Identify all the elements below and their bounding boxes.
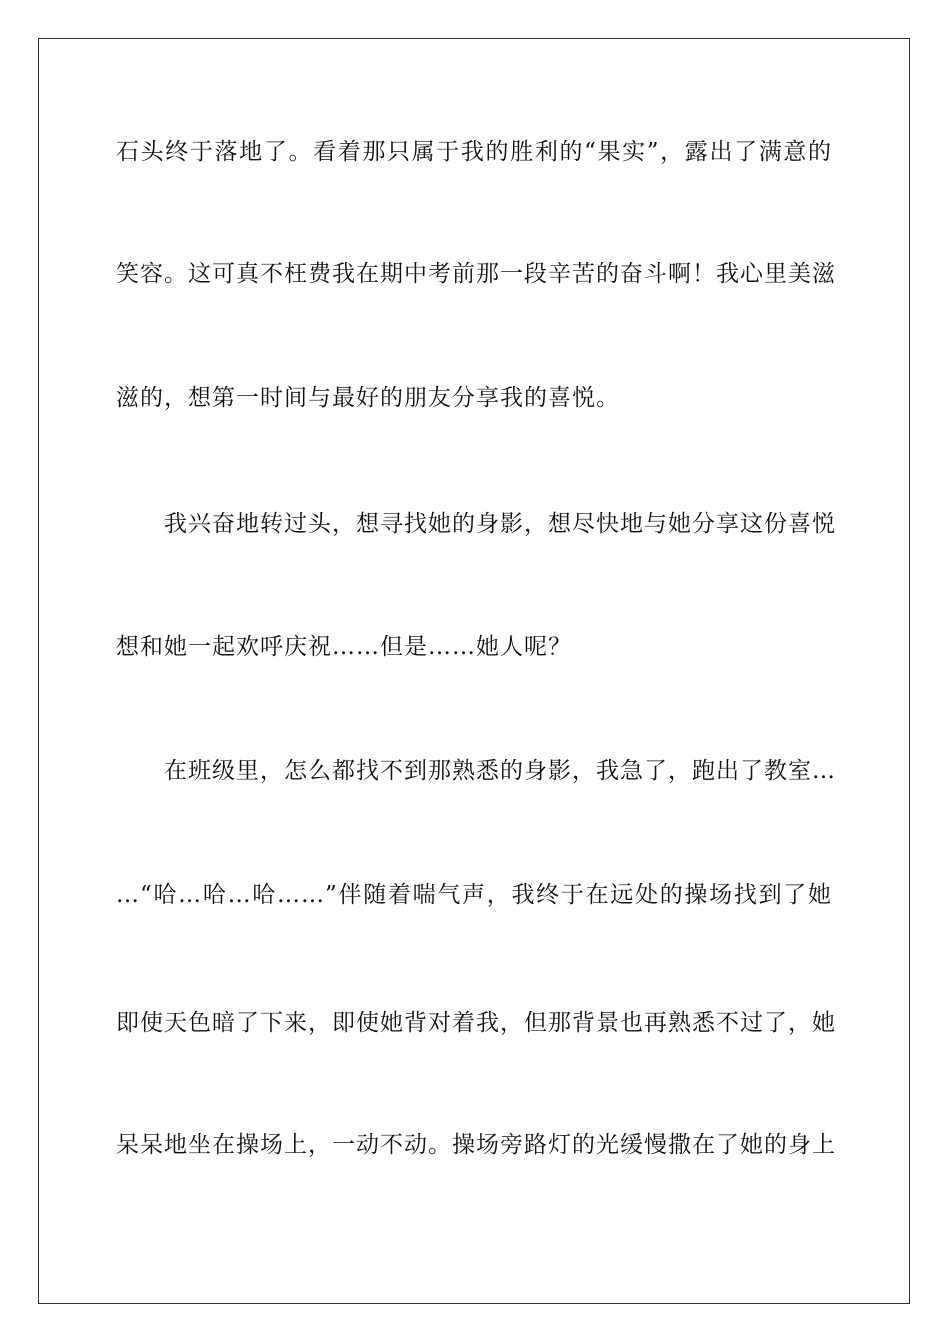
text-line-3: 滋的，想第一时间与最好的朋友分享我的喜悦。 — [116, 385, 620, 411]
text-line-7: …“哈…哈…哈……”伴随着喘气声，我终于在远处的操场找到了她 — [116, 882, 832, 908]
page-border — [38, 38, 910, 1304]
text-line-9: 呆呆地坐在操场上，一动不动。操场旁路灯的光缓慢撒在了她的身上 — [116, 1132, 836, 1158]
text-line-5: 想和她一起欢呼庆祝……但是……她人呢？ — [116, 634, 572, 660]
text-line-4: 我兴奋地转过头，想寻找她的身影，想尽快地与她分享这份喜悦 — [164, 511, 836, 537]
text-line-6: 在班级里，怎么都找不到那熟悉的身影，我急了，跑出了教室… — [164, 758, 836, 784]
text-line-8: 即使天色暗了下来，即使她背对着我，但那背景也再熟悉不过了，她 — [116, 1010, 836, 1036]
text-line-1: 石头终于落地了。看着那只属于我的胜利的“果实”，露出了满意的 — [116, 139, 832, 165]
text-line-2: 笑容。这可真不枉费我在期中考前那一段辛苦的奋斗啊！我心里美滋 — [116, 261, 836, 287]
